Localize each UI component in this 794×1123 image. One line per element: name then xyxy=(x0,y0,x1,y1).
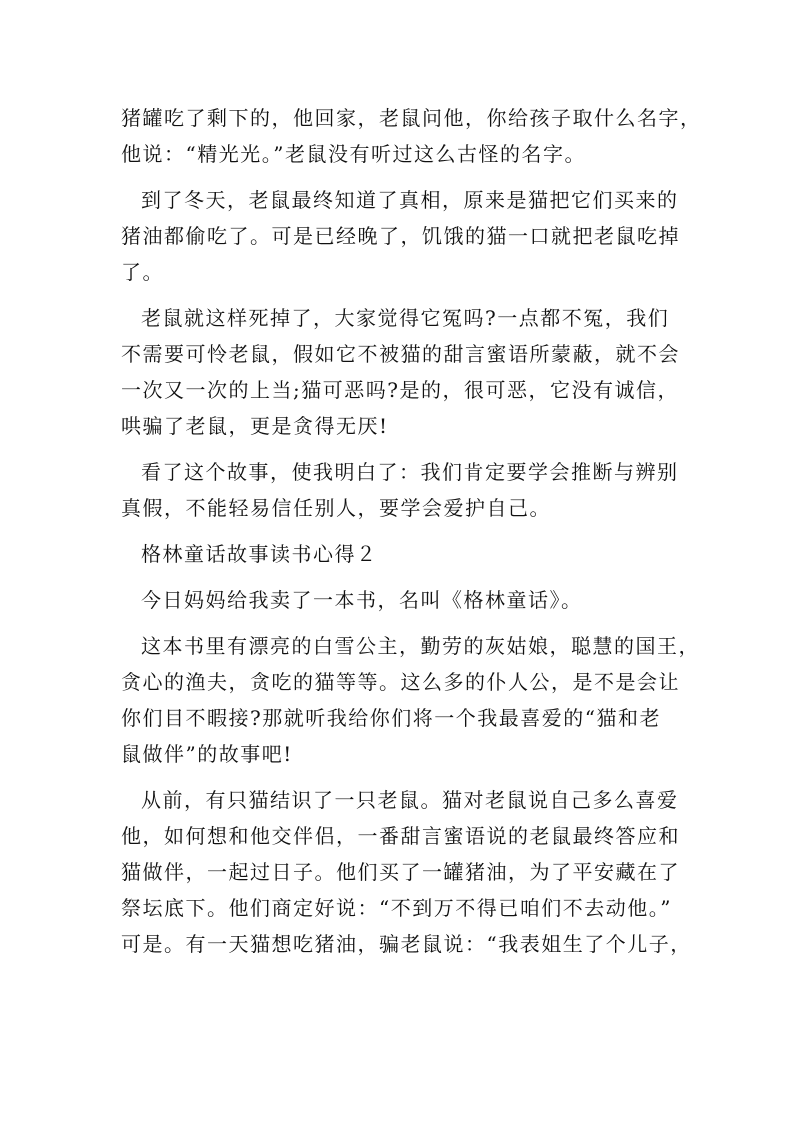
paragraph-start-line: 从前，有只猫结识了一只老鼠。猫对老鼠说自己多么喜爱 xyxy=(141,788,679,812)
text-line: 他说：“精光光。”老鼠没有听过这么古怪的名字。 xyxy=(121,142,586,166)
paragraph-start-line: 到了冬天，老鼠最终知道了真相，原来是猫把它们买来的 xyxy=(141,188,679,212)
text-line: 不需要可怜老鼠，假如它不被猫的甜言蜜语所蒙蔽，就不会 xyxy=(121,342,680,366)
document-body xyxy=(121,100,702,962)
text-line: 你们目不暇接?那就听我给你们将一个我最喜爱的“猫和老 xyxy=(121,706,661,730)
text-line: 一次又一次的上当;猫可恶吗?是的，很可恶，它没有诚信， xyxy=(121,378,679,402)
text-line: 祭坛底下。他们商定好说：“不到万不得已咱们不去动他。” xyxy=(121,896,672,920)
text-line: 了。 xyxy=(121,260,164,284)
text-line: 真假，不能轻易信任别人，要学会爱护自己。 xyxy=(121,496,551,520)
text-line: 猪罐吃了剩下的，他回家，老鼠问他，你给孩子取什么名字， xyxy=(121,106,702,130)
text-line: 贪心的渔夫，贪吃的猫等等。这么多的仆人公，是不是会让 xyxy=(121,670,680,694)
text-line: 猫做伴，一起过日子。他们买了一罐猪油，为了平安藏在了 xyxy=(121,860,680,884)
paragraph-start-line: 看了这个故事，使我明白了：我们肯定要学会推断与辨别 xyxy=(141,460,679,484)
paragraph-start-line: 今日妈妈给我卖了一本书，名叫《格林童话》。 xyxy=(141,588,583,612)
text-line: 他，如何想和他交伴侣，一番甜言蜜语说的老鼠最终答应和 xyxy=(121,824,680,848)
section-heading: 格林童话故事读书心得２ xyxy=(141,542,378,566)
paragraph-start-line: 老鼠就这样死掉了，大家觉得它冤吗?一点都不冤，我们 xyxy=(141,306,670,330)
text-line: 可是。有一天猫想吃猪油，骗老鼠说：“我表姐生了个儿子， xyxy=(121,932,692,956)
text-line: 猪油都偷吃了。可是已经晚了，饥饿的猫一口就把老鼠吃掉 xyxy=(121,224,680,248)
text-line: 哄骗了老鼠，更是贪得无厌! xyxy=(121,414,389,438)
text-line: 鼠做伴”的故事吧! xyxy=(121,742,293,766)
paragraph-start-line: 这本书里有漂亮的白雪公主，勤劳的灰姑娘，聪慧的国王， xyxy=(141,634,700,658)
